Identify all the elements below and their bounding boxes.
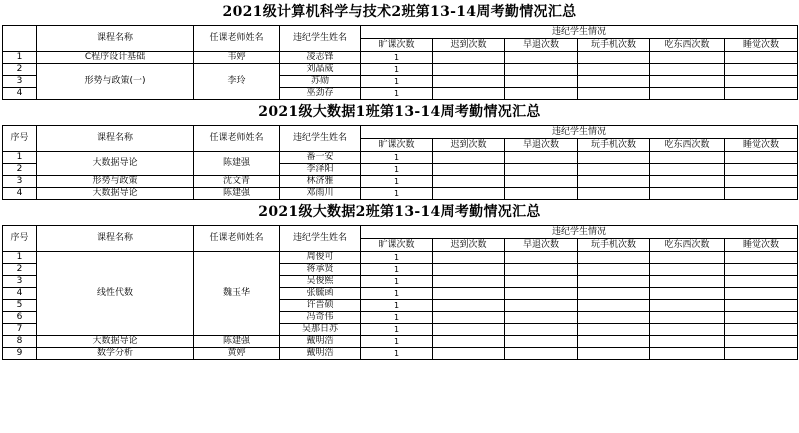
absent-cell: 1: [361, 300, 433, 312]
student-cell: 蒋承贤: [280, 264, 361, 276]
teacher-cell: 陈建强: [194, 336, 280, 348]
seq-cell: 4: [3, 288, 37, 300]
violation-group-header: 违纪学生情况: [361, 126, 798, 139]
seq-cell: 9: [3, 348, 37, 360]
phone-header: 玩手机次数: [578, 39, 650, 52]
student-cell: 番一安: [280, 152, 361, 164]
absent-header: 旷课次数: [361, 39, 433, 52]
course-cell: 大数据导论: [37, 336, 194, 348]
attendance-table: [2, 125, 798, 200]
seq-cell: 2: [3, 64, 37, 76]
student-cell: 邓雨川: [280, 188, 361, 200]
student-cell: 苏勋: [280, 76, 361, 88]
seq-cell: 6: [3, 312, 37, 324]
table-row: [3, 348, 798, 360]
seq-cell: 4: [3, 88, 37, 100]
absent-cell: 1: [361, 176, 433, 188]
seq-cell: 4: [3, 188, 37, 200]
violation-group-header: 违纪学生情况: [361, 26, 798, 39]
course-cell: 形势与政策: [37, 176, 194, 188]
table-row: [3, 64, 798, 76]
absent-cell: 1: [361, 164, 433, 176]
teacher-cell: 陈建强: [194, 152, 280, 176]
table-row: [3, 188, 798, 200]
phone-header: 玩手机次数: [578, 239, 650, 252]
student-cell: 周俊可: [280, 252, 361, 264]
student-header: 违纪学生姓名: [280, 26, 361, 52]
teacher-header: 任课老师姓名: [194, 26, 280, 52]
seq-cell: 3: [3, 76, 37, 88]
early-leave-header: 早退次数: [505, 239, 578, 252]
student-cell: 林济雅: [280, 176, 361, 188]
table-row: [3, 152, 798, 164]
sleeping-header: 睡觉次数: [725, 139, 798, 152]
eating-header: 吃东西次数: [650, 239, 725, 252]
seq-cell: 8: [3, 336, 37, 348]
phone-header: 玩手机次数: [578, 139, 650, 152]
teacher-cell: 韦婷: [194, 52, 280, 64]
seq-header: 序号: [3, 126, 37, 152]
absent-cell: 1: [361, 64, 433, 76]
seq-cell: 2: [3, 164, 37, 176]
student-cell: 冯奇伟: [280, 312, 361, 324]
seq-header: [3, 26, 37, 52]
absent-cell: 1: [361, 264, 433, 276]
teacher-cell: 黄婷: [194, 348, 280, 360]
absent-cell: 1: [361, 252, 433, 264]
student-cell: 许晋硕: [280, 300, 361, 312]
course-cell: 大数据导论: [37, 188, 194, 200]
teacher-cell: 沈文青: [194, 176, 280, 188]
course-cell: C程序设计基础: [37, 52, 194, 64]
eating-header: 吃东西次数: [650, 39, 725, 52]
course-cell: 线性代数: [37, 252, 194, 336]
course-header: 课程名称: [37, 226, 194, 252]
attendance-table: [2, 25, 798, 100]
section-title: 2021级计算机科学与技术2班第13-14周考勤情况汇总: [222, 4, 577, 20]
absent-cell: 1: [361, 76, 433, 88]
seq-cell: 2: [3, 264, 37, 276]
table-row: [3, 252, 798, 264]
teacher-header: 任课老师姓名: [194, 126, 280, 152]
course-header: 课程名称: [37, 126, 194, 152]
late-header: 迟到次数: [433, 139, 505, 152]
student-header: 违纪学生姓名: [280, 126, 361, 152]
student-cell: 李泽阳: [280, 164, 361, 176]
seq-header: 序号: [3, 226, 37, 252]
student-cell: 凌志锋: [280, 52, 361, 64]
early-leave-header: 早退次数: [505, 139, 578, 152]
seq-cell: 7: [3, 324, 37, 336]
seq-cell: 5: [3, 300, 37, 312]
attendance-table: [2, 225, 798, 360]
absent-cell: 1: [361, 312, 433, 324]
early-leave-header: 早退次数: [505, 39, 578, 52]
absent-cell: 1: [361, 348, 433, 360]
table-row: [3, 52, 798, 64]
student-cell: 张毓函: [280, 288, 361, 300]
absent-cell: 1: [361, 288, 433, 300]
student-cell: 巫劲存: [280, 88, 361, 100]
seq-cell: 3: [3, 276, 37, 288]
absent-cell: 1: [361, 88, 433, 100]
sleeping-header: 睡觉次数: [725, 39, 798, 52]
absent-cell: 1: [361, 52, 433, 64]
course-cell: 数学分析: [37, 348, 194, 360]
seq-cell: 3: [3, 176, 37, 188]
seq-cell: 1: [3, 152, 37, 164]
course-header: 课程名称: [37, 26, 194, 52]
table-row: [3, 176, 798, 188]
teacher-cell: 陈建强: [194, 188, 280, 200]
late-header: 迟到次数: [433, 239, 505, 252]
student-cell: 吴俊熙: [280, 276, 361, 288]
teacher-cell: 魏玉华: [194, 252, 280, 336]
student-cell: 戴明浩: [280, 348, 361, 360]
absent-cell: 1: [361, 336, 433, 348]
section-title: 2021级大数据2班第13-14周考勤情况汇总: [258, 204, 541, 220]
section-title: 2021级大数据1班第13-14周考勤情况汇总: [258, 104, 541, 120]
sleeping-header: 睡觉次数: [725, 239, 798, 252]
violation-group-header: 违纪学生情况: [361, 226, 798, 239]
absent-cell: 1: [361, 188, 433, 200]
seq-cell: 1: [3, 52, 37, 64]
student-cell: 吴那日苏: [280, 324, 361, 336]
student-header: 违纪学生姓名: [280, 226, 361, 252]
absent-cell: 1: [361, 324, 433, 336]
course-cell: 形势与政策(一): [37, 64, 194, 100]
student-cell: 戴明浩: [280, 336, 361, 348]
teacher-cell: 李玲: [194, 64, 280, 100]
seq-cell: 1: [3, 252, 37, 264]
absent-header: 旷课次数: [361, 139, 433, 152]
late-header: 迟到次数: [433, 39, 505, 52]
teacher-header: 任课老师姓名: [194, 226, 280, 252]
table-row: [3, 336, 798, 348]
absent-cell: 1: [361, 276, 433, 288]
eating-header: 吃东西次数: [650, 139, 725, 152]
absent-cell: 1: [361, 152, 433, 164]
student-cell: 刘晶威: [280, 64, 361, 76]
course-cell: 大数据导论: [37, 152, 194, 176]
absent-header: 旷课次数: [361, 239, 433, 252]
